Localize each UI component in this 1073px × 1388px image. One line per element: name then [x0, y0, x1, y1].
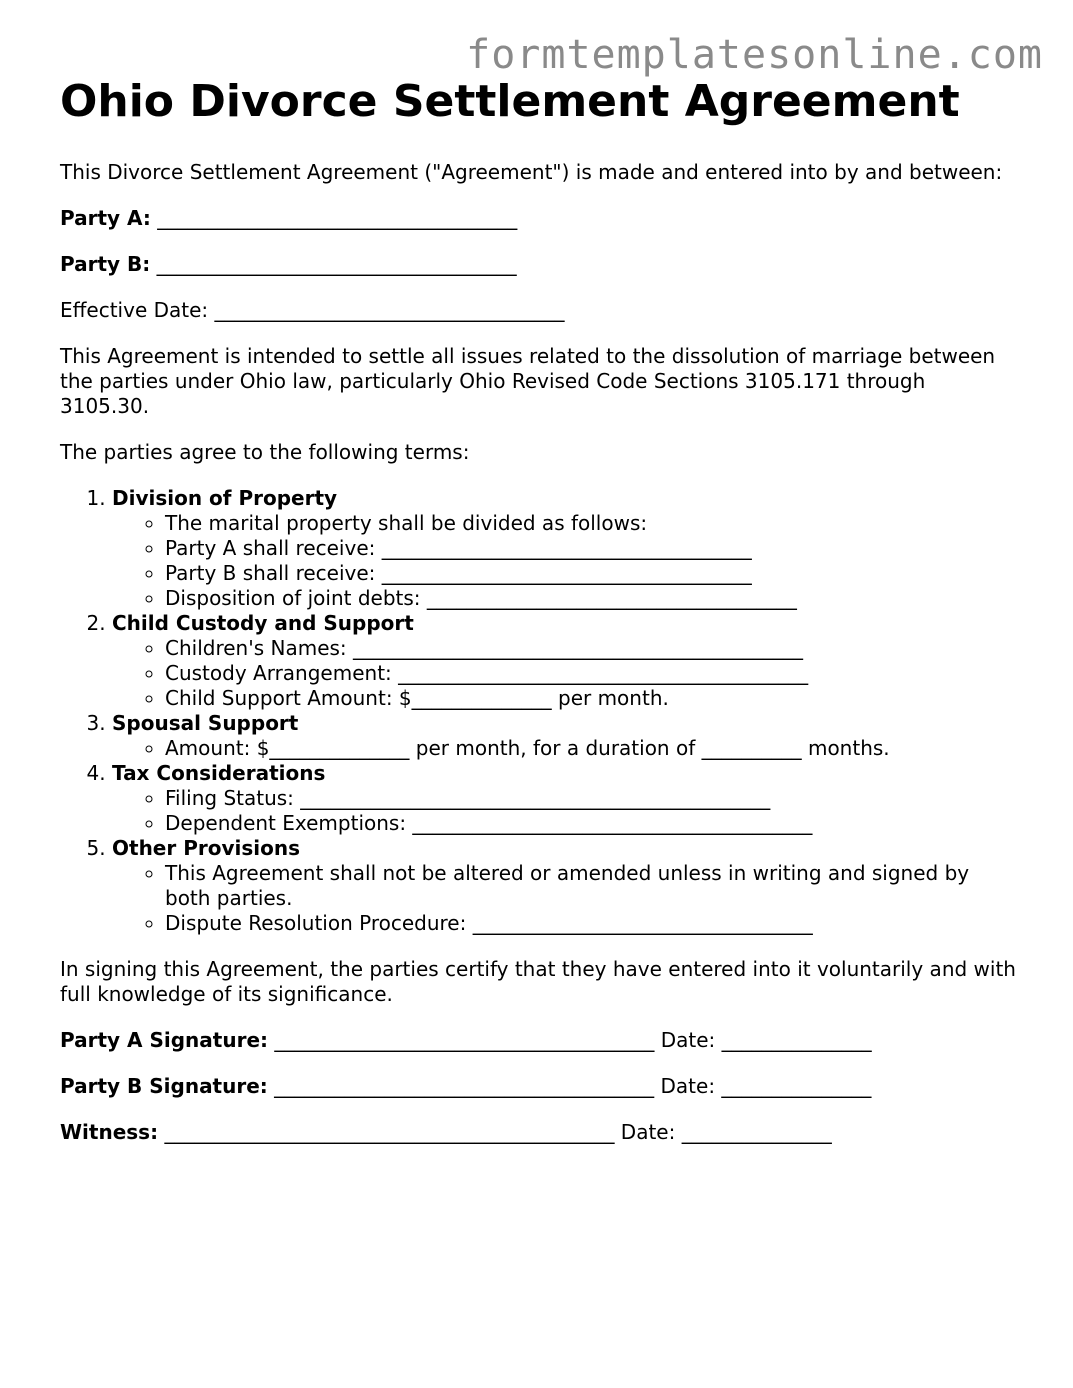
watermark: formtemplatesonline.com	[466, 32, 1043, 78]
terms-list	[60, 486, 1020, 936]
signature-blank[interactable]: _____________________________________________ Date: _______________	[164, 1120, 832, 1144]
document-body	[60, 74, 1020, 1166]
list-item[interactable]: ◦ Party A shall receive: _____________________________________	[165, 536, 1020, 561]
intro-paragraph: This Divorce Settlement Agreement ("Agreement") is made and entered into by and between:	[60, 160, 1003, 184]
term-section	[112, 611, 1020, 711]
signature-line-party-b	[60, 1074, 1020, 1099]
list-item[interactable]: ◦ Custody Arrangement: _________________________________________	[165, 661, 1020, 686]
section-items	[112, 736, 1020, 761]
list-item[interactable]: ◦ Amount: $______________ per month, for a duration of __________ months.	[165, 736, 1020, 761]
signature-blank[interactable]: ______________________________________ Date: _______________	[274, 1028, 872, 1052]
list-item: ◦ This Agreement shall not be altered or amended unless in writing and signed by both parties.	[165, 861, 1020, 911]
section-items	[112, 636, 1020, 711]
list-item[interactable]: ◦ Disposition of joint debts: _____________________________________	[165, 586, 1020, 611]
list-item[interactable]: ◦ Children's Names: _____________________________________________	[165, 636, 1020, 661]
section-items	[112, 861, 1020, 936]
effective-date-line[interactable]: Effective Date: ___________________________________	[60, 298, 565, 322]
section-items	[112, 786, 1020, 836]
party-a-blank[interactable]: ____________________________________	[157, 206, 518, 230]
section-items	[112, 511, 1020, 611]
list-item[interactable]: ◦ Filing Status: _______________________________________________	[165, 786, 1020, 811]
list-item[interactable]: ◦ Dependent Exemptions: ________________________________________	[165, 811, 1020, 836]
party-b-blank[interactable]: ____________________________________	[156, 252, 517, 276]
party-a-line	[60, 206, 1020, 231]
section-heading: Spousal Support	[112, 711, 299, 735]
signature-label: Party B Signature:	[60, 1074, 268, 1098]
list-item: ◦ The marital property shall be divided as follows:	[165, 511, 1020, 536]
section-heading: Other Provisions	[112, 836, 300, 860]
terms-intro: The parties agree to the following terms:	[60, 440, 470, 464]
term-section	[112, 711, 1020, 761]
purpose-paragraph: This Agreement is intended to settle all issues related to the dissolution of marriage between the parties under Ohio law, particularly Ohio Revised Code Sections 3105.171 through 3105.30.	[60, 344, 996, 418]
signature-label: Party A Signature:	[60, 1028, 269, 1052]
party-b-label: Party B:	[60, 252, 151, 276]
section-heading: Tax Considerations	[112, 761, 326, 785]
section-heading: Child Custody and Support	[112, 611, 414, 635]
closing-paragraph: In signing this Agreement, the parties certify that they have entered into it voluntarily and with full knowledge of its significance.	[60, 957, 1016, 1006]
term-section	[112, 486, 1020, 611]
signature-line-party-a	[60, 1028, 1020, 1053]
party-b-line	[60, 252, 1020, 277]
list-item[interactable]: ◦ Child Support Amount: $______________ per month.	[165, 686, 1020, 711]
section-heading: Division of Property	[112, 486, 338, 510]
term-section	[112, 836, 1020, 936]
party-a-label: Party A:	[60, 206, 151, 230]
signature-label: Witness:	[60, 1120, 159, 1144]
term-section	[112, 761, 1020, 836]
signature-line-witness	[60, 1120, 1020, 1145]
document-title: Ohio Divorce Settlement Agreement	[60, 76, 960, 127]
signature-blank[interactable]: ______________________________________ Date: _______________	[274, 1074, 872, 1098]
list-item[interactable]: ◦ Party B shall receive: _____________________________________	[165, 561, 1020, 586]
list-item[interactable]: ◦ Dispute Resolution Procedure: __________________________________	[165, 911, 1020, 936]
